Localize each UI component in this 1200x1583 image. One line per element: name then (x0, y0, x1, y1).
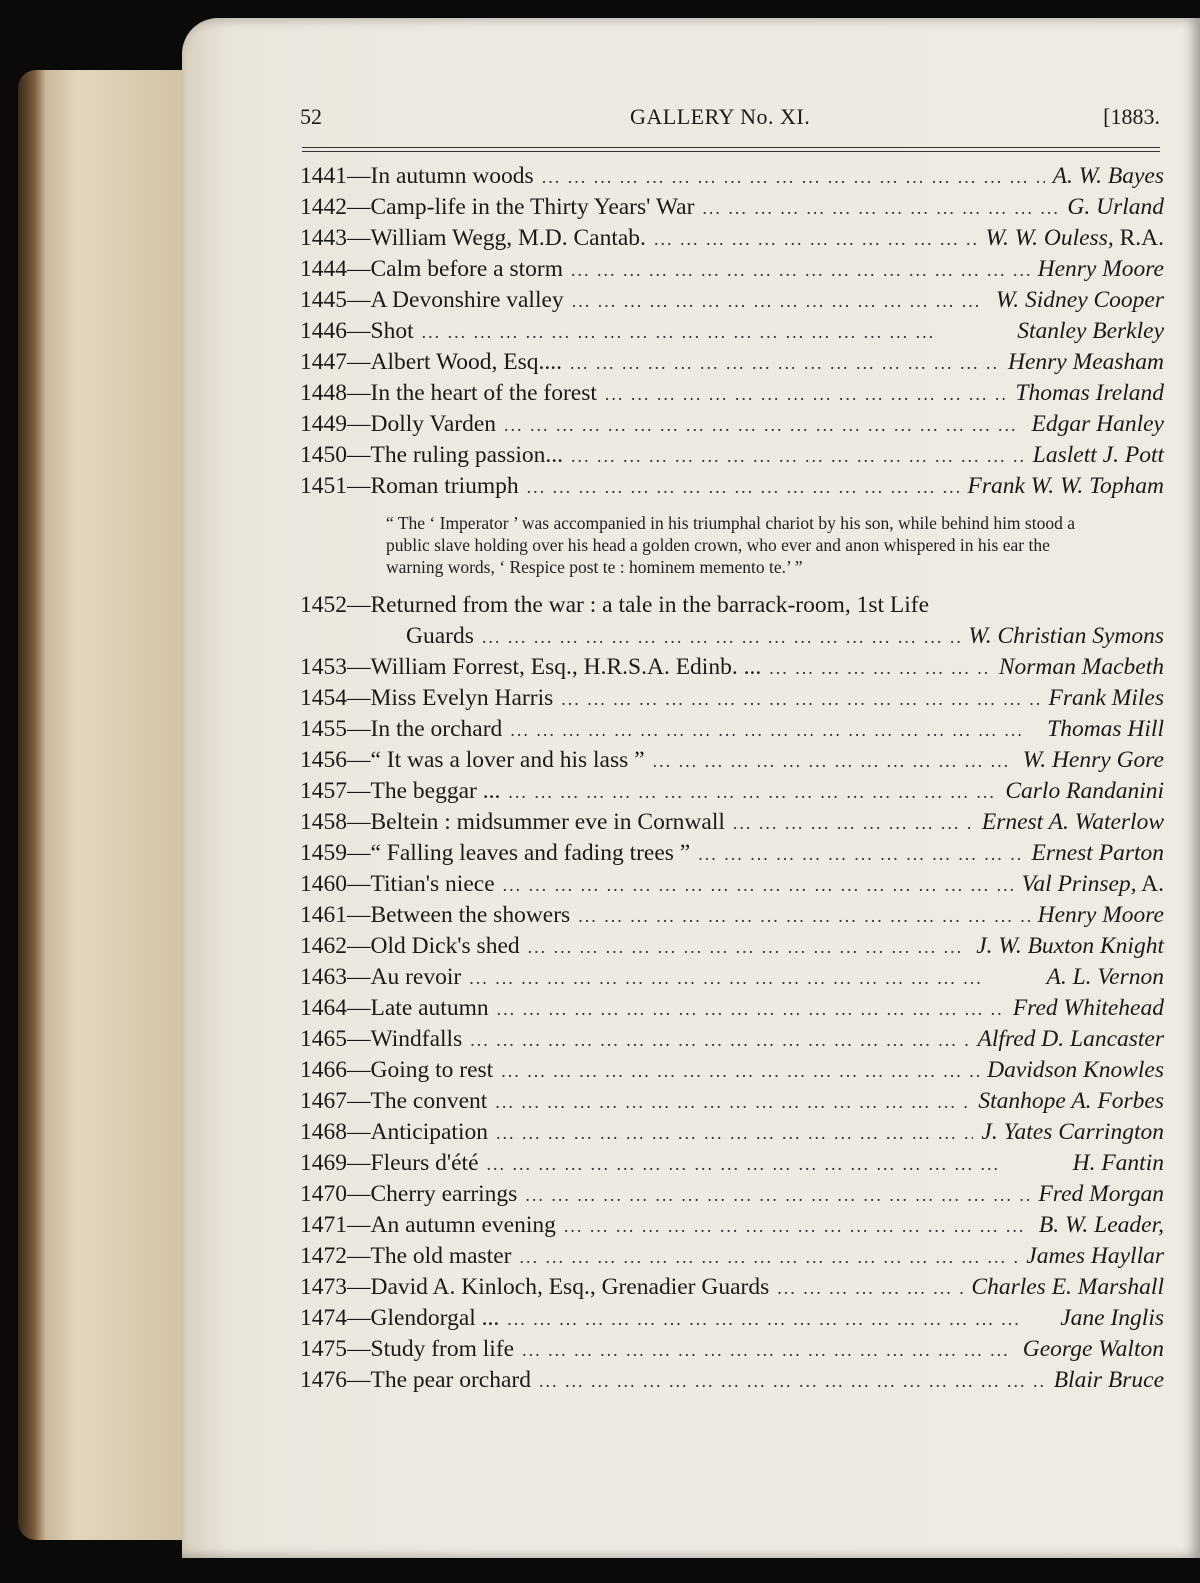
entry-row: 1469 — Fleurs d'été ... . H. Fantin (300, 1150, 1164, 1181)
leader-dots (570, 353, 1000, 374)
entry-title: Between the showers (370, 902, 571, 928)
leader-dots (482, 627, 960, 648)
entry-artist: Laslett J. Pott (1032, 442, 1164, 468)
entries-list (300, 654, 1164, 1398)
entry-number: 1448 (300, 380, 347, 406)
leader-dots (422, 322, 1010, 343)
entry-artist: Fred Morgan (1038, 1181, 1164, 1207)
entry-artist: Stanhope A. Forbes (978, 1088, 1164, 1114)
entry-number: 1446 (300, 318, 347, 344)
entry-quote: “ The ‘ Imperator ’ was accompanied in his triumphal chariot by his son, while behind him stood a public slave holding over his head a golden crown, who ever and anon whispered in his ear the warning words, ‘ Respice post te : hominem memento te.’ ” (386, 513, 1075, 577)
entry-artist: Frank Miles (1048, 685, 1164, 711)
entry-number: 1453 (300, 654, 347, 680)
entry-number: 1454 (300, 685, 347, 711)
leader-dots (769, 658, 991, 679)
leader-dots (572, 291, 988, 312)
entry-title: Glendorgal ... (370, 1305, 500, 1331)
leader-dots (508, 782, 997, 803)
page-number: 52 (300, 104, 322, 129)
entry-row: 1451 — Roman triumph ... . Frank W. W. Topham (300, 473, 1164, 504)
header-rule (302, 151, 1160, 152)
entry-title: Titian's niece (370, 871, 495, 897)
leader-dots (653, 751, 1015, 772)
page-header (300, 104, 1162, 138)
entry-artist: B. W. Leader, (1038, 1212, 1164, 1238)
entry-number: 1445 (300, 287, 347, 313)
entry-row: 1473 — David A. Kinloch, Esq., Grenadier Guards ... . Charles E. Marshall (300, 1274, 1164, 1305)
header-rule (302, 147, 1160, 148)
entry-number: 1447 (300, 349, 347, 375)
entry-number: 1460 (300, 871, 347, 897)
entry-number: 1465 (300, 1026, 347, 1052)
entry-artist: Alfred D. Lancaster (977, 1026, 1164, 1052)
entry-row: 1445 — A Devonshire valley ... . W. Sidney Cooper (300, 287, 1164, 318)
entry-artist: Carlo Randanini (1005, 778, 1164, 804)
entry-number: 1455 (300, 716, 347, 742)
entry-row: 1467 — The convent ... . Stanhope A. Forbes (300, 1088, 1164, 1119)
entry-title: “ It was a lover and his lass ” (370, 747, 645, 773)
entry-row: 1468 — Anticipation ... . J. Yates Carrington (300, 1119, 1164, 1150)
leader-dots (542, 167, 1045, 188)
entry-number: 1472 (300, 1243, 347, 1269)
leader-dots (698, 844, 1023, 865)
entry-number: 1476 (300, 1367, 347, 1393)
entry-artist: Stanley Berkley (1017, 318, 1164, 344)
entry-row: 1458 — Beltein : midsummer eve in Cornwall ... . Ernest A. Waterlow (300, 809, 1164, 840)
entry-number: 1451 (300, 473, 347, 499)
entry-title: Returned from the war : a tale in the barrack-room, 1st Life (370, 592, 930, 618)
entry-title: Camp-life in the Thirty Years' War (370, 194, 695, 220)
entry-title: Old Dick's shed (370, 933, 520, 959)
entry-title: David A. Kinloch, Esq., Grenadier Guards (370, 1274, 770, 1300)
entry-artist: W. Christian Symons (968, 623, 1164, 649)
entry-title: Albert Wood, Esq.... (370, 349, 563, 375)
entry-row: 1470 — Cherry earrings ... . Fred Morgan (300, 1181, 1164, 1212)
entry-row: 1454 — Miss Evelyn Harris ... . Frank Miles (300, 685, 1164, 716)
entry-artist: Ernest A. Waterlow (981, 809, 1164, 835)
leader-dots (497, 999, 1005, 1020)
leader-dots (561, 689, 1040, 710)
entry-artist: W. W. Ouless, R.A. (985, 225, 1164, 251)
year: [1883. (1103, 104, 1160, 129)
entry-row: 1476 — The pear orchard ... . Blair Bruce (300, 1367, 1164, 1398)
entry-row: 1444 — Calm before a storm ... . Henry Moore (300, 256, 1164, 287)
leader-dots (501, 1061, 979, 1082)
entry-row: 1443 — William Wegg, M.D. Cantab. ... . W. W. Ouless, R.A. (300, 225, 1164, 256)
leader-dots (507, 1309, 1052, 1330)
entry-artist: Blair Bruce (1053, 1367, 1164, 1393)
entry-row: 1463 — Au revoir ... . A. L. Vernon (300, 964, 1164, 995)
entry-row: 1474 — Glendorgal ... ... . Jane Inglis (300, 1305, 1164, 1336)
entry-title: An autumn evening (370, 1212, 556, 1238)
leader-dots (504, 415, 1023, 436)
entry-artist: A. L. Vernon (1046, 964, 1164, 990)
entry-title: Windfalls (370, 1026, 463, 1052)
entry-title: A Devonshire valley (370, 287, 564, 313)
leader-dots (702, 198, 1059, 219)
entry-number: 1471 (300, 1212, 347, 1238)
entry-artist: Frank W. W. Topham (967, 473, 1164, 499)
leader-dots (496, 1123, 973, 1144)
leader-dots (528, 937, 969, 958)
entry-title: In the orchard (370, 716, 503, 742)
entry-artist: Jane Inglis (1060, 1305, 1164, 1331)
entry-number: 1470 (300, 1181, 347, 1207)
leader-dots (519, 1247, 1018, 1268)
entry-artist: J. W. Buxton Knight (976, 933, 1164, 959)
entry-title: The ruling passion... (370, 442, 564, 468)
entry-artist: Fred Whitehead (1012, 995, 1164, 1021)
entry-title: In autumn woods (370, 163, 534, 189)
leader-dots (525, 1185, 1030, 1206)
entry-number: 1458 (300, 809, 347, 835)
entry-title: Dolly Varden (370, 411, 497, 437)
entry-artist: W. Henry Gore (1022, 747, 1164, 773)
leader-dots (503, 875, 1014, 896)
entry-number: 1463 (300, 964, 347, 990)
leader-dots (495, 1092, 970, 1113)
leader-dots (469, 968, 1038, 989)
entry-artist: Thomas Ireland (1015, 380, 1164, 406)
entry-number: 1475 (300, 1336, 347, 1362)
entry-title: Roman triumph (370, 473, 519, 499)
entry-artist: Ernest Parton (1031, 840, 1164, 866)
entry-artist: Thomas Hill (1047, 716, 1164, 742)
entry-artist: Norman Macbeth (998, 654, 1164, 680)
entry-artist: J. Yates Carrington (981, 1119, 1164, 1145)
entry-number: 1450 (300, 442, 347, 468)
entry-number: 1442 (300, 194, 347, 220)
entry-number: 1449 (300, 411, 347, 437)
entry-number: 1443 (300, 225, 347, 251)
entry-title: Miss Evelyn Harris (370, 685, 554, 711)
entry-row: 1450 — The ruling passion... ... . Laslett J. Pott (300, 442, 1164, 473)
entry-title: Study from life (370, 1336, 515, 1362)
entry-number: 1441 (300, 163, 347, 189)
entry-title: “ Falling leaves and fading trees ” (370, 840, 691, 866)
entry-row: 1459 — “ Falling leaves and fading trees ” ... . Ernest Parton (300, 840, 1164, 871)
entry-title: Shot (370, 318, 414, 344)
entry-row: 1460 — Titian's niece ... . Val Prinsep, A. (300, 871, 1164, 902)
entry-row-continued (300, 623, 1164, 654)
entry-number: 1467 (300, 1088, 347, 1114)
entry-row: 1461 — Between the showers ... . Henry Moore (300, 902, 1164, 933)
entry-row: 1456 — “ It was a lover and his lass ” ... . W. Henry Gore (300, 747, 1164, 778)
gallery-title: GALLERY No. XI. (630, 104, 811, 129)
entry-number: 1461 (300, 902, 347, 928)
entry-number: 1457 (300, 778, 347, 804)
leader-dots (654, 229, 978, 250)
entry-artist: Edgar Hanley (1031, 411, 1164, 437)
entry-title: The beggar ... (370, 778, 501, 804)
entry-title: William Forrest, Esq., H.R.S.A. Edinb. ... (370, 654, 762, 680)
entry-row: 1442 — Camp-life in the Thirty Years' War ... . G. Urland (300, 194, 1164, 225)
entry-row: 1471 — An autumn evening ... . B. W. Leader, (300, 1212, 1164, 1243)
entry-number: 1474 (300, 1305, 347, 1331)
leader-dots (539, 1371, 1046, 1392)
entry-title: Beltein : midsummer eve in Cornwall (370, 809, 725, 835)
entry-title: Going to rest (370, 1057, 494, 1083)
entry-artist: A. W. Bayes (1052, 163, 1164, 189)
leader-dots (571, 260, 1030, 281)
leader-dots (605, 384, 1007, 405)
entry-number: 1473 (300, 1274, 347, 1300)
entry-row: 1446 — Shot ... . Stanley Berkley (300, 318, 1164, 349)
entry-artist: H. Fantin (1072, 1150, 1164, 1176)
entry-row: 1455 — In the orchard ... . Thomas Hill (300, 716, 1164, 747)
leader-dots (777, 1278, 963, 1299)
entry-number: 1464 (300, 995, 347, 1021)
entry-title: Anticipation (370, 1119, 488, 1145)
leader-dots (522, 1340, 1015, 1361)
entry-row: 1462 — Old Dick's shed ... . J. W. Buxton Knight (300, 933, 1164, 964)
leader-dots (487, 1154, 1065, 1175)
entry-artist: Henry Measham (1008, 349, 1164, 375)
entry-artist: Henry Moore (1037, 902, 1164, 928)
entry-row: 1452 — Returned from the war : a tale in the barrack-room, 1st Life (300, 592, 930, 618)
entry-artist: W. Sidney Cooper (995, 287, 1164, 313)
entry-artist: Charles E. Marshall (971, 1274, 1164, 1300)
entry-title: The old master (370, 1243, 512, 1269)
leader-dots (470, 1030, 969, 1051)
leader-dots (578, 906, 1029, 927)
leader-dots (733, 813, 974, 834)
entry-row: 1475 — Study from life ... . George Walton (300, 1336, 1164, 1367)
entry-number: 1462 (300, 933, 347, 959)
entry-title: Calm before a storm (370, 256, 564, 282)
entry-title: Late autumn (370, 995, 489, 1021)
entry-artist: Val Prinsep, A. (1021, 871, 1164, 897)
entry-title: Cherry earrings (370, 1181, 518, 1207)
entry-number: 1469 (300, 1150, 347, 1176)
entry-row: 1465 — Windfalls ... . Alfred D. Lancaster (300, 1026, 1164, 1057)
entry-number: 1456 (300, 747, 347, 773)
entry-row: 1457 — The beggar ... ... . Carlo Randanini (300, 778, 1164, 809)
entry-row: 1453 — William Forrest, Esq., H.R.S.A. Edinb. ... ... . Norman Macbeth (300, 654, 1164, 685)
entry-artist: Henry Moore (1037, 256, 1164, 282)
entry-number: 1468 (300, 1119, 347, 1145)
leader-dots (527, 477, 960, 498)
entry-title: William Wegg, M.D. Cantab. (370, 225, 646, 251)
catalogue-entries (300, 163, 1164, 1398)
entry-title: Au revoir (370, 964, 462, 990)
leader-dots (510, 720, 1039, 741)
entry-number: 1459 (300, 840, 347, 866)
entry-artist: Davidson Knowles (987, 1057, 1164, 1083)
entry-row: 1447 — Albert Wood, Esq.... ... . Henry Measham (300, 349, 1164, 380)
entry-number: 1466 (300, 1057, 347, 1083)
entry-title: The pear orchard (370, 1367, 531, 1393)
entry-row: 1449 — Dolly Varden ... . Edgar Hanley (300, 411, 1164, 442)
entry-row: 1464 — Late autumn ... . Fred Whitehead (300, 995, 1164, 1026)
leader-dots (564, 1216, 1031, 1237)
entry-title: In the heart of the forest (370, 380, 597, 406)
entry-row: 1441 — In autumn woods ... . A. W. Bayes (300, 163, 1164, 194)
entry-row: 1472 — The old master ... . James Hayllar (300, 1243, 1164, 1274)
entry-row: 1466 — Going to rest ... . Davidson Knowles (300, 1057, 1164, 1088)
entry-artist: James Hayllar (1026, 1243, 1164, 1269)
entry-title: The convent (370, 1088, 488, 1114)
entry-title: Fleurs d'été (370, 1150, 479, 1176)
entry-number: 1444 (300, 256, 347, 282)
entry-title-continued: Guards (406, 623, 474, 649)
entry-artist: George Walton (1022, 1336, 1164, 1362)
entry-artist: G. Urland (1067, 194, 1164, 220)
leader-dots (571, 446, 1025, 467)
entry-row: 1448 — In the heart of the forest ... . Thomas Ireland (300, 380, 1164, 411)
entry-number: 1452 (300, 592, 347, 618)
